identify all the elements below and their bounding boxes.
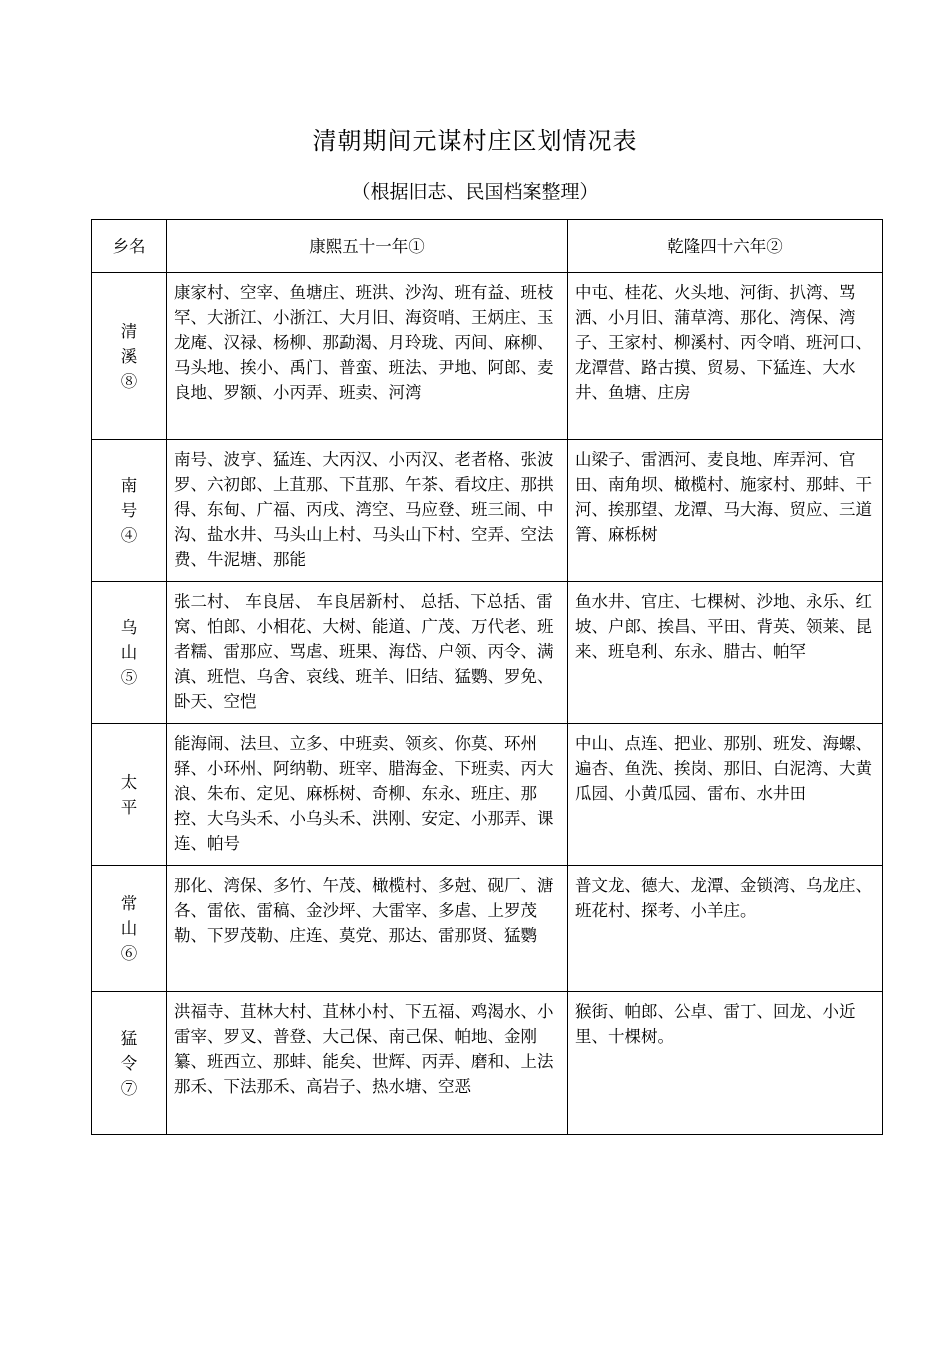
township-name: 南号④ [120, 476, 138, 545]
township-name: 清溪⑧ [120, 321, 138, 391]
table-row [92, 724, 883, 866]
village-division-table [91, 219, 883, 1135]
table-row [92, 992, 883, 1135]
qianlong-villages: 猴街、帕郎、公卓、雷丁、回龙、小近里、十棵树。 [568, 992, 883, 1135]
table-row [92, 440, 883, 582]
table-row [92, 273, 883, 440]
kangxi-villages: 洪福寺、苴林大村、苴林小村、下五福、鸡渴水、小雷宰、罗叉、普登、大己保、南己保、帕地、金刚纂、班西立、那蚌、能矣、世辉、丙弄、磨和、上法那禾、下法那禾、高岩子、热水塘、空恶 [167, 992, 568, 1135]
kangxi-villages: 张二村、 车良居、 车良居新村、 总括、下总括、雷窝、怕郎、小相花、大树、能道、广茂、万代老、班者糯、雷那应、骂虐、班果、海岱、户领、丙令、满滇、班恺、乌舍、哀线、班羊、旧结、猛鹦、罗免、卧天、空恺 [167, 582, 568, 724]
township-cell [92, 273, 167, 440]
township-cell [92, 582, 167, 724]
qianlong-villages: 山梁子、雷洒河、麦良地、库弄河、官田、南角坝、橄榄村、施家村、那蚌、干河、挨那望、龙潭、马大海、贸应、三道箐、麻栎树 [568, 440, 883, 582]
header-qianlong: 乾隆四十六年② [568, 220, 883, 273]
township-name: 太平 [120, 772, 138, 817]
township-cell [92, 724, 167, 866]
table-row [92, 866, 883, 992]
township-name: 乌山⑤ [120, 618, 138, 687]
township-cell [92, 866, 167, 992]
document-subtitle: （根据旧志、民国档案整理） [351, 181, 599, 203]
qianlong-villages: 中山、点连、把业、那别、班发、海螺、遍杏、鱼洗、挨岗、那旧、白泥湾、大黄瓜园、小黄瓜园、雷布、水井田 [568, 724, 883, 866]
document-title: 清朝期间元谋村庄区划情况表 [312, 127, 638, 155]
township-name: 猛令⑦ [120, 1028, 138, 1098]
kangxi-villages: 那化、湾保、多竹、午茂、橄榄村、多尅、砚厂、溏各、雷依、雷稿、金沙坪、大雷宰、多虐、上罗茂勒、下罗茂勒、庄连、莫党、那达、雷那贤、猛鹦 [167, 866, 568, 992]
header-township: 乡名 [92, 220, 167, 273]
table-header-row [92, 220, 883, 273]
kangxi-villages: 康家村、空宰、鱼塘庄、班洪、沙沟、班有益、班枝罕、大浙江、小浙江、大月旧、海资哨、王炳庄、玉龙庵、汉禄、杨柳、那勐渴、月玲珑、丙间、麻柳、马头地、挨小、禹门、普蛮、班法、尹地、阿郎、麦良地、罗额、小丙弄、班卖、河湾 [167, 273, 568, 440]
qianlong-villages: 中屯、桂花、火头地、河街、扒湾、骂洒、小月旧、蒲草湾、那化、湾保、湾子、王家村、柳溪村、丙令哨、班河口、龙潭营、路古摸、贸易、下猛连、大水井、鱼塘、庄房 [568, 273, 883, 440]
township-cell [92, 992, 167, 1135]
kangxi-villages: 南号、波亨、猛连、大丙汉、小丙汉、老者格、张波罗、六初郎、上苴那、下苴那、午茶、看坟庄、那拱得、东甸、广福、丙戌、湾空、马应登、班三闹、中沟、盐水井、马头山上村、马头山下村、空弄、空法费、牛泥塘、那能 [167, 440, 568, 582]
qianlong-villages: 鱼水井、官庄、七棵树、沙地、永乐、红坡、户郎、挨昌、平田、背英、领莱、昆来、班皂利、东永、腊古、帕罕 [568, 582, 883, 724]
township-cell [92, 440, 167, 582]
kangxi-villages: 能海闹、法旦、立多、中班卖、领亥、你莫、环州驿、小环州、阿纳勒、班宰、腊海金、下班卖、丙大浪、朱布、定见、麻栎树、奇柳、东永、班庄、那控、大乌头禾、小乌头禾、洪刚、安定、小那弄、课连、帕号 [167, 724, 568, 866]
qianlong-villages: 普文龙、德大、龙潭、金锁湾、乌龙庄、班花村、探考、小羊庄。 [568, 866, 883, 992]
header-kangxi: 康熙五十一年① [167, 220, 568, 273]
table-row [92, 582, 883, 724]
township-name: 常山⑥ [120, 894, 138, 963]
